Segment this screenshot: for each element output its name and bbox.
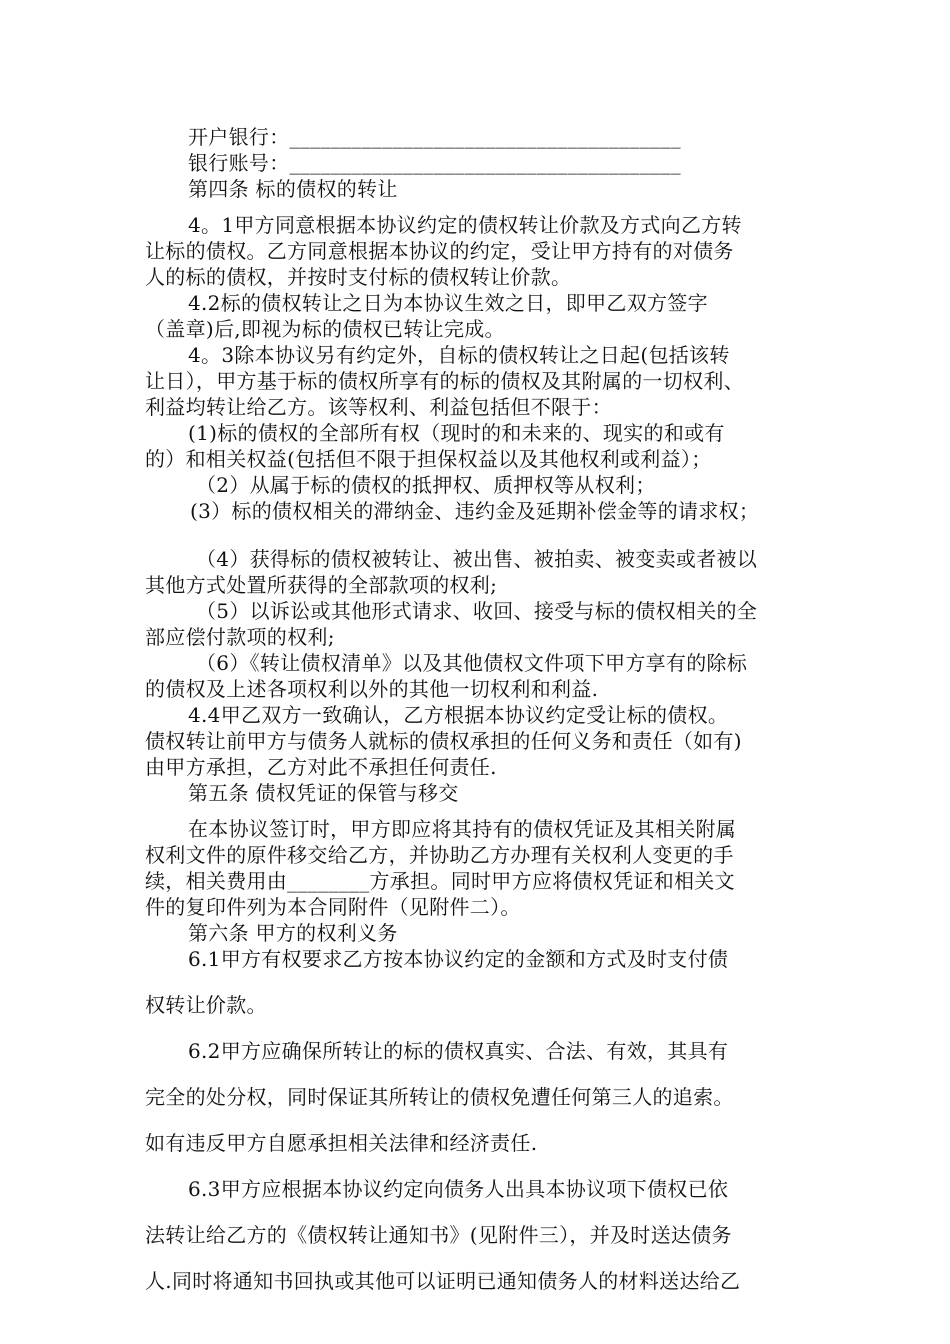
paragraph-line: 的）和相关权益(包括但不限于担保权益以及其他权利或利益）； bbox=[145, 447, 712, 471]
paragraph-line: 的债权及上述各项权利以外的其他一切权利和利益. bbox=[145, 677, 599, 701]
article-4-heading: 第四条 标的债权的转让 bbox=[188, 177, 398, 201]
paragraph-line: 让日），甲方基于标的债权所享有的标的债权及其附属的一切权利、 bbox=[145, 369, 744, 393]
paragraph-line: 如有违反甲方自愿承担相关法律和经济责任. bbox=[145, 1131, 538, 1155]
paragraph-line: (1)标的债权的全部所有权（现时的和未来的、现实的和或有 bbox=[188, 421, 725, 445]
paragraph-line: 人的标的债权，并按时支付标的债权转让价款。 bbox=[145, 265, 572, 289]
paragraph-line: 6.2甲方应确保所转让的标的债权真实、合法、有效，其具有 bbox=[188, 1039, 729, 1063]
paragraph-line: 6.1甲方有权要求乙方按本协议约定的金额和方式及时支付债 bbox=[188, 947, 729, 971]
paragraph-line: 部应偿付款项的权利; bbox=[145, 625, 335, 649]
paragraph-line: 件的复印件列为本合同附件（见附件二）。 bbox=[145, 895, 521, 919]
paragraph-line: （4）获得标的债权被转让、被出售、被拍卖、被变卖或者被以 bbox=[196, 547, 758, 571]
paragraph-line: 在本协议签订时，甲方即应将其持有的债权凭证及其相关附属 bbox=[188, 817, 737, 841]
paragraph-line: （6）《转让债权清单》以及其他债权文件项下甲方享有的除标 bbox=[196, 651, 748, 675]
paragraph-line: (3）标的债权相关的滞纳金、违约金及延期补偿金等的请求权； bbox=[190, 499, 760, 523]
paragraph-line: 4。3除本协议另有约定外，自标的债权转让之日起(包括该转 bbox=[188, 343, 730, 367]
bank-name-field: 开户银行：______________________________________ bbox=[188, 125, 681, 149]
paragraph-line: 续，相关费用由________方承担。同时甲方应将债权凭证和相关文 bbox=[145, 869, 735, 893]
paragraph-line: 4.2标的债权转让之日为本协议生效之日，即甲乙双方签字 bbox=[188, 291, 708, 315]
paragraph-line: 6.3甲方应根据本协议约定向债务人出具本协议项下债权已依 bbox=[188, 1177, 729, 1201]
paragraph-line: （盖章)后,即视为标的债权已转让完成。 bbox=[145, 317, 505, 341]
bank-account-field: 银行账号：______________________________________ bbox=[188, 151, 681, 175]
article-6-heading: 第六条 甲方的权利义务 bbox=[188, 921, 398, 945]
paragraph-line: 其他方式处置所获得的全部款项的权利; bbox=[145, 573, 498, 597]
paragraph-line: 法转让给乙方的《债权转让通知书》(见附件三），并及时送达债务 bbox=[145, 1223, 732, 1247]
article-5-heading: 第五条 债权凭证的保管与移交 bbox=[188, 781, 459, 805]
paragraph-line: 4.4甲乙双方一致确认，乙方根据本协议约定受让标的债权。 bbox=[188, 703, 729, 727]
paragraph-line: 权利文件的原件移交给乙方，并协助乙方办理有关权利人变更的手 bbox=[145, 843, 734, 867]
paragraph-line: 完全的处分权，同时保证其所转让的债权免遭任何第三人的追索。 bbox=[145, 1085, 734, 1109]
paragraph-line: 权转让价款。 bbox=[145, 993, 267, 1017]
paragraph-line: 让标的债权。乙方同意根据本协议的约定，受让甲方持有的对债务 bbox=[145, 239, 734, 263]
paragraph-line: （5）以诉讼或其他形式请求、收回、接受与标的债权相关的全 bbox=[196, 599, 758, 623]
paragraph-line: 人.同时将通知书回执或其他可以证明已通知债务人的材料送达给乙 bbox=[145, 1269, 741, 1293]
paragraph-line: 4。1甲方同意根据本协议约定的债权转让价款及方式向乙方转 bbox=[188, 213, 742, 237]
paragraph-line: 由甲方承担，乙方对此不承担任何责任. bbox=[145, 755, 497, 779]
paragraph-line: 债权转让前甲方与债务人就标的债权承担的任何义务和责任（如有) bbox=[145, 729, 742, 753]
paragraph-line: （2）从属于标的债权的抵押权、质押权等从权利； bbox=[196, 473, 656, 497]
paragraph-line: 利益均转让给乙方。该等权利、利益包括但不限于： bbox=[145, 395, 612, 419]
